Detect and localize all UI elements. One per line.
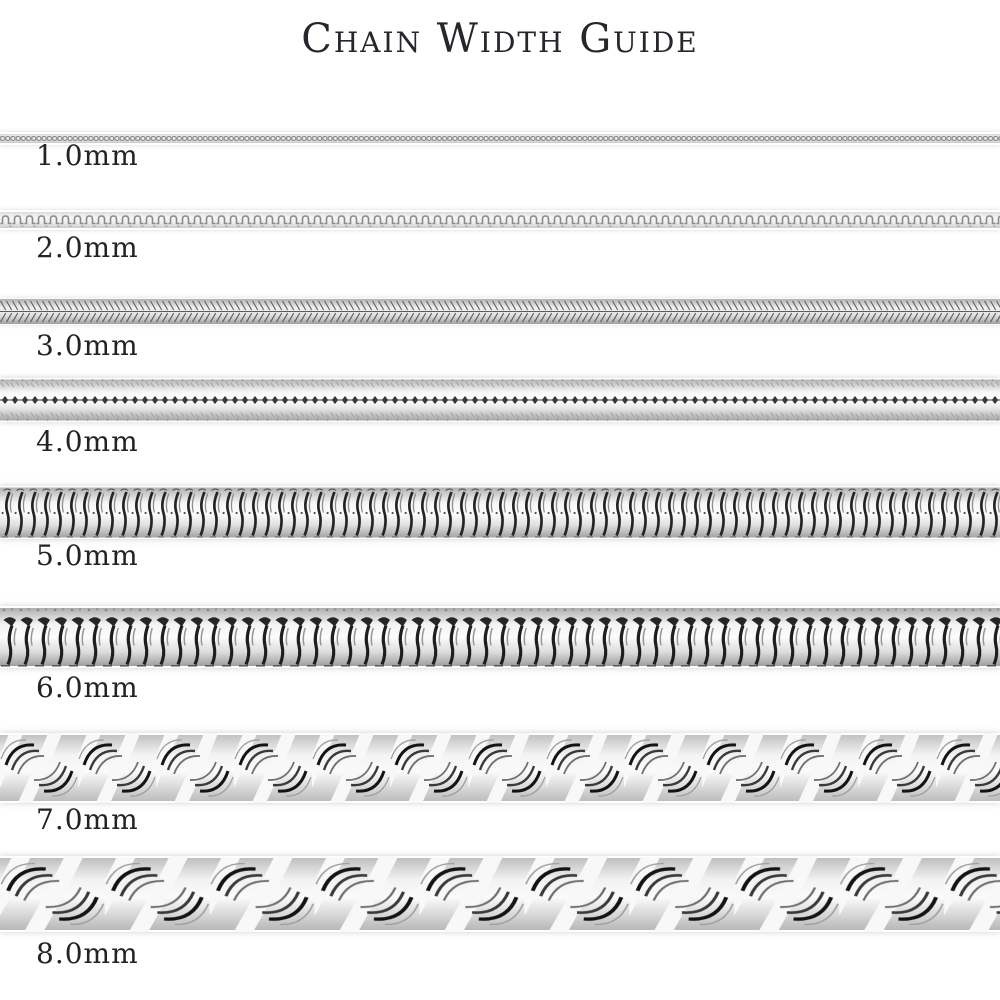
chain-size-label-1mm: 1.0mm [36,139,139,172]
snake-chain-graphic [0,486,1000,539]
rope-chain-graphic [0,856,1000,932]
chain-size-label-2mm: 2.0mm [36,231,139,264]
rope-chain-graphic [0,733,1000,803]
chain-size-label-4mm: 4.0mm [36,425,139,458]
chain-photo-3mm-snake-chain [0,298,1000,325]
chain-photo-1mm-cable-chain [0,132,1000,145]
chain-size-label-7mm: 7.0mm [36,803,139,836]
chain-size-label-5mm: 5.0mm [36,539,139,572]
chain-photo-8mm-rope-chain [0,856,1000,932]
cable-chain-graphic [0,132,1000,145]
chain-size-label-8mm: 8.0mm [36,937,139,970]
chain-photo-6mm-snake-chain [0,606,1000,668]
snake-chain-graphic [0,606,1000,668]
chain-size-label-3mm: 3.0mm [36,329,139,362]
box-chain-graphic [0,210,1000,230]
chain-photo-4mm-snake-chain [0,378,1000,422]
page-title: Chain Width Guide [301,16,699,62]
chain-photo-7mm-rope-chain [0,733,1000,803]
snake-chain-graphic [0,378,1000,422]
chain-photo-5mm-snake-chain [0,486,1000,539]
snake-chain-graphic [0,298,1000,325]
chain-photo-2mm-box-chain [0,210,1000,230]
chain-size-label-6mm: 6.0mm [36,671,139,704]
